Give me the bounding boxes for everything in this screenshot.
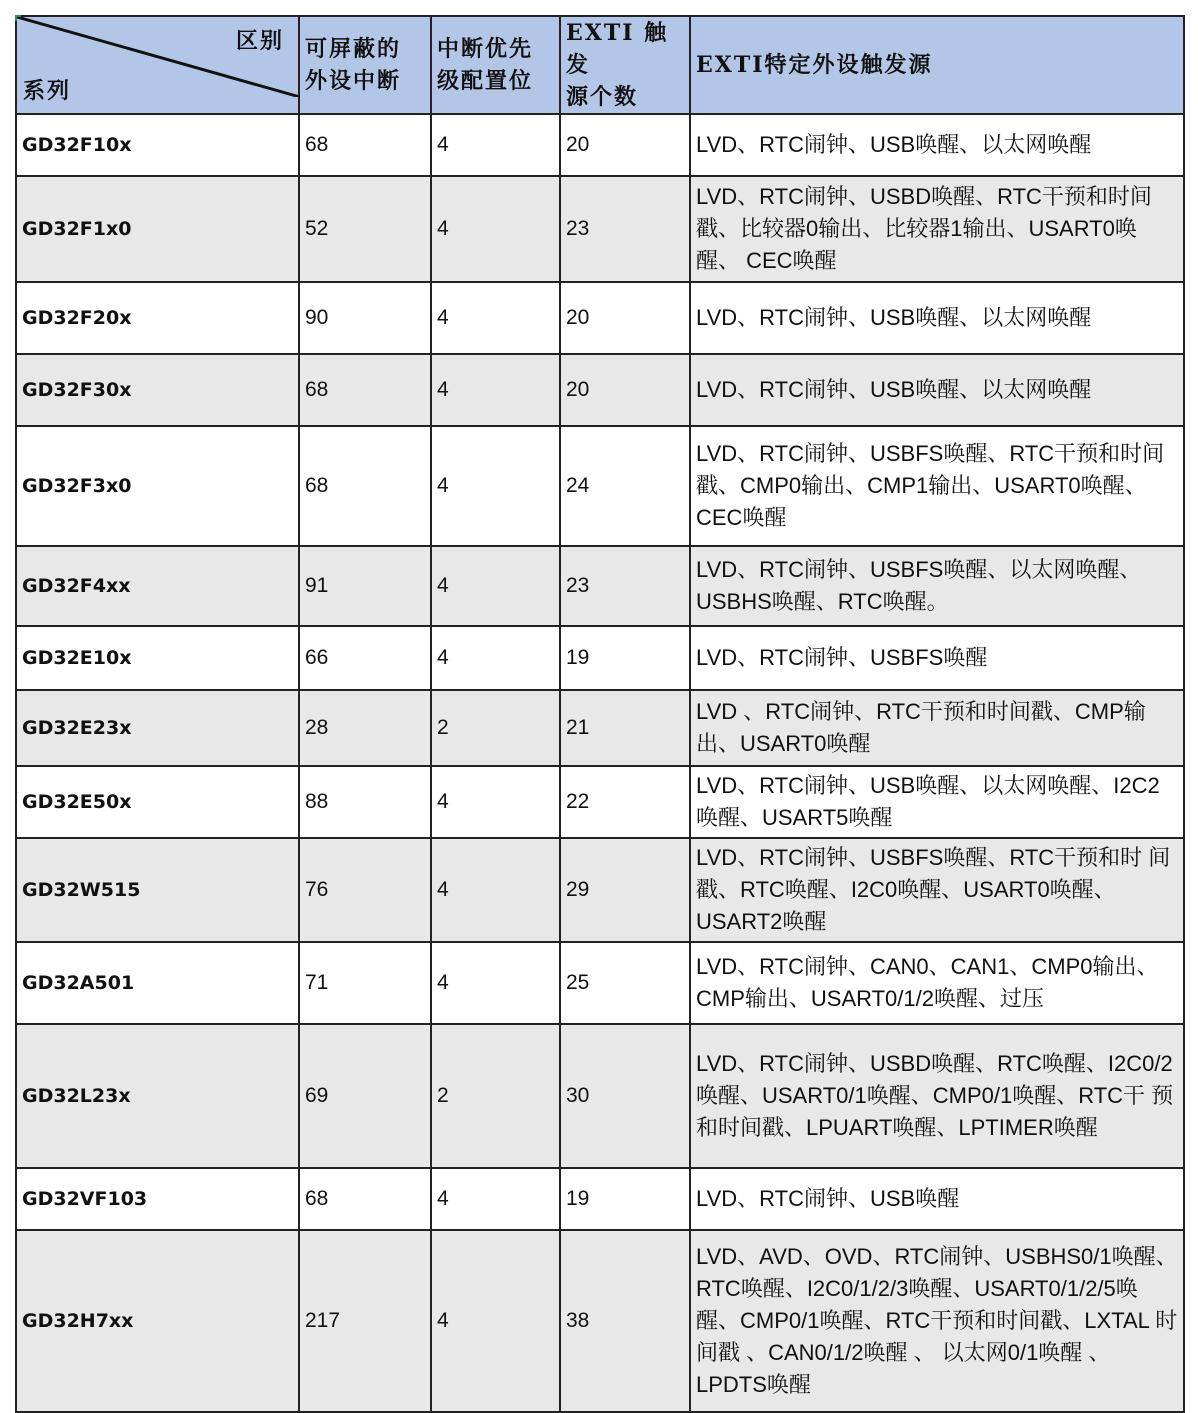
priority-bits-cell: 4 bbox=[431, 942, 560, 1024]
exti-comparison-table bbox=[15, 15, 1185, 1413]
exti-count-cell: 25 bbox=[560, 942, 690, 1024]
header-exti-line1: EXTI 触发 bbox=[566, 20, 669, 78]
priority-bits-cell: 4 bbox=[431, 354, 560, 426]
peripheral-sources-cell: LVD、RTC闹钟、USBFS唤醒、RTC干预和时间戳、CMP0输出、CMP1输出、USART0唤醒、 CEC唤醒 bbox=[690, 426, 1184, 546]
header-exti-count bbox=[560, 16, 690, 114]
exti-count-cell: 30 bbox=[560, 1024, 690, 1168]
diagonal-header-cell bbox=[16, 16, 299, 114]
series-cell: GD32F3x0 bbox=[16, 426, 299, 546]
exti-count-cell: 21 bbox=[560, 690, 690, 766]
irq-count-cell: 88 bbox=[299, 766, 431, 838]
series-cell: GD32F10x bbox=[16, 114, 299, 176]
table-row bbox=[16, 766, 1184, 838]
series-cell: GD32E23x bbox=[16, 690, 299, 766]
table-row bbox=[16, 942, 1184, 1024]
exti-count-cell: 23 bbox=[560, 546, 690, 626]
header-peripheral-sources: EXTI特定外设触发源 bbox=[690, 16, 1184, 114]
peripheral-sources-cell: LVD、RTC闹钟、USB唤醒 bbox=[690, 1168, 1184, 1230]
zone-label: 区别 bbox=[235, 28, 284, 54]
irq-count-cell: 69 bbox=[299, 1024, 431, 1168]
priority-bits-cell: 2 bbox=[431, 690, 560, 766]
series-cell: GD32A501 bbox=[16, 942, 299, 1024]
exti-count-cell: 23 bbox=[560, 176, 690, 282]
table-row bbox=[16, 690, 1184, 766]
series-cell: GD32F4xx bbox=[16, 546, 299, 626]
series-cell: GD32VF103 bbox=[16, 1168, 299, 1230]
priority-bits-cell: 4 bbox=[431, 426, 560, 546]
table-row bbox=[16, 354, 1184, 426]
peripheral-sources-cell: LVD、AVD、OVD、RTC闹钟、USBHS0/1唤醒、 RTC唤醒、I2C0/1/2/3唤醒、USART0/1/2/5唤 醒、CMP0/1唤醒、RTC干预和时间戳、LXTAL 时间戳 、CAN0/1/2唤醒 、 以太网0/1唤醒 、 LPDTS唤醒 bbox=[690, 1230, 1184, 1412]
peripheral-sources-cell: LVD、RTC闹钟、USB唤醒、以太网唤醒 bbox=[690, 354, 1184, 426]
priority-bits-cell: 4 bbox=[431, 626, 560, 690]
irq-count-cell: 91 bbox=[299, 546, 431, 626]
peripheral-sources-cell: LVD、RTC闹钟、USBD唤醒、RTC干预和时间 戳、比较器0输出、比较器1输出、USART0唤醒、 CEC唤醒 bbox=[690, 176, 1184, 282]
table-row bbox=[16, 546, 1184, 626]
exti-count-cell: 19 bbox=[560, 1168, 690, 1230]
priority-bits-cell: 4 bbox=[431, 176, 560, 282]
irq-count-cell: 28 bbox=[299, 690, 431, 766]
peripheral-sources-cell: LVD、RTC闹钟、CAN0、CAN1、CMP0输出、 CMP输出、USART0/1/2唤醒、过压 bbox=[690, 942, 1184, 1024]
exti-count-cell: 19 bbox=[560, 626, 690, 690]
header-priority-line1: 中断优先 bbox=[437, 36, 534, 62]
table-row bbox=[16, 114, 1184, 176]
series-cell: GD32H7xx bbox=[16, 1230, 299, 1412]
priority-bits-cell: 4 bbox=[431, 114, 560, 176]
irq-count-cell: 68 bbox=[299, 354, 431, 426]
header-irq-line2: 外设中断 bbox=[305, 68, 402, 94]
peripheral-sources-cell: LVD、RTC闹钟、USB唤醒、以太网唤醒、I2C2 唤醒、USART5唤醒 bbox=[690, 766, 1184, 838]
table-row bbox=[16, 1230, 1184, 1412]
irq-count-cell: 68 bbox=[299, 1168, 431, 1230]
header-priority bbox=[431, 16, 560, 114]
priority-bits-cell: 4 bbox=[431, 282, 560, 354]
exti-count-cell: 38 bbox=[560, 1230, 690, 1412]
table-row bbox=[16, 1168, 1184, 1230]
peripheral-sources-cell: LVD、RTC闹钟、USB唤醒、以太网唤醒 bbox=[690, 282, 1184, 354]
exti-count-cell: 20 bbox=[560, 354, 690, 426]
irq-count-cell: 71 bbox=[299, 942, 431, 1024]
irq-count-cell: 66 bbox=[299, 626, 431, 690]
irq-count-cell: 68 bbox=[299, 426, 431, 546]
series-cell: GD32F30x bbox=[16, 354, 299, 426]
table-container bbox=[15, 15, 1185, 1413]
priority-bits-cell: 4 bbox=[431, 1168, 560, 1230]
exti-count-cell: 22 bbox=[560, 766, 690, 838]
priority-bits-cell: 4 bbox=[431, 838, 560, 942]
peripheral-sources-cell: LVD 、RTC闹钟、RTC干预和时间戳、CMP输 出、USART0唤醒 bbox=[690, 690, 1184, 766]
priority-bits-cell: 4 bbox=[431, 766, 560, 838]
peripheral-sources-cell: LVD、RTC闹钟、USBFS唤醒、以太网唤醒、 USBHS唤醒、RTC唤醒。 bbox=[690, 546, 1184, 626]
series-cell: GD32F1x0 bbox=[16, 176, 299, 282]
table-body bbox=[16, 114, 1184, 1412]
series-cell: GD32L23x bbox=[16, 1024, 299, 1168]
table-row bbox=[16, 838, 1184, 942]
peripheral-sources-cell: LVD、RTC闹钟、USBFS唤醒 bbox=[690, 626, 1184, 690]
irq-count-cell: 68 bbox=[299, 114, 431, 176]
table-row bbox=[16, 426, 1184, 546]
irq-count-cell: 76 bbox=[299, 838, 431, 942]
table-row bbox=[16, 1024, 1184, 1168]
exti-count-cell: 29 bbox=[560, 838, 690, 942]
series-cell: GD32W515 bbox=[16, 838, 299, 942]
exti-count-cell: 20 bbox=[560, 282, 690, 354]
peripheral-sources-cell: LVD、RTC闹钟、USBD唤醒、RTC唤醒、I2C0/2 唤醒、USART0/1唤醒、CMP0/1唤醒、RTC干 预和时间戳、LPUART唤醒、LPTIMER唤醒 bbox=[690, 1024, 1184, 1168]
series-cell: GD32E50x bbox=[16, 766, 299, 838]
header-irq bbox=[299, 16, 431, 114]
irq-count-cell: 90 bbox=[299, 282, 431, 354]
table-row bbox=[16, 626, 1184, 690]
header-row bbox=[16, 16, 1184, 114]
series-cell: GD32F20x bbox=[16, 282, 299, 354]
priority-bits-cell: 4 bbox=[431, 546, 560, 626]
peripheral-sources-cell: LVD、RTC闹钟、USB唤醒、以太网唤醒 bbox=[690, 114, 1184, 176]
priority-bits-cell: 2 bbox=[431, 1024, 560, 1168]
irq-count-cell: 52 bbox=[299, 176, 431, 282]
header-priority-line2: 级配置位 bbox=[437, 68, 534, 94]
series-cell: GD32E10x bbox=[16, 626, 299, 690]
header-irq-line1: 可屏蔽的 bbox=[305, 36, 402, 62]
header-exti-line2: 源个数 bbox=[566, 84, 639, 110]
irq-count-cell: 217 bbox=[299, 1230, 431, 1412]
table-row bbox=[16, 282, 1184, 354]
peripheral-sources-cell: LVD、RTC闹钟、USBFS唤醒、RTC干预和时 间戳、RTC唤醒、I2C0唤醒、USART0唤醒、 USART2唤醒 bbox=[690, 838, 1184, 942]
exti-count-cell: 24 bbox=[560, 426, 690, 546]
priority-bits-cell: 4 bbox=[431, 1230, 560, 1412]
exti-count-cell: 20 bbox=[560, 114, 690, 176]
table-row bbox=[16, 176, 1184, 282]
series-label: 系列 bbox=[23, 78, 72, 104]
